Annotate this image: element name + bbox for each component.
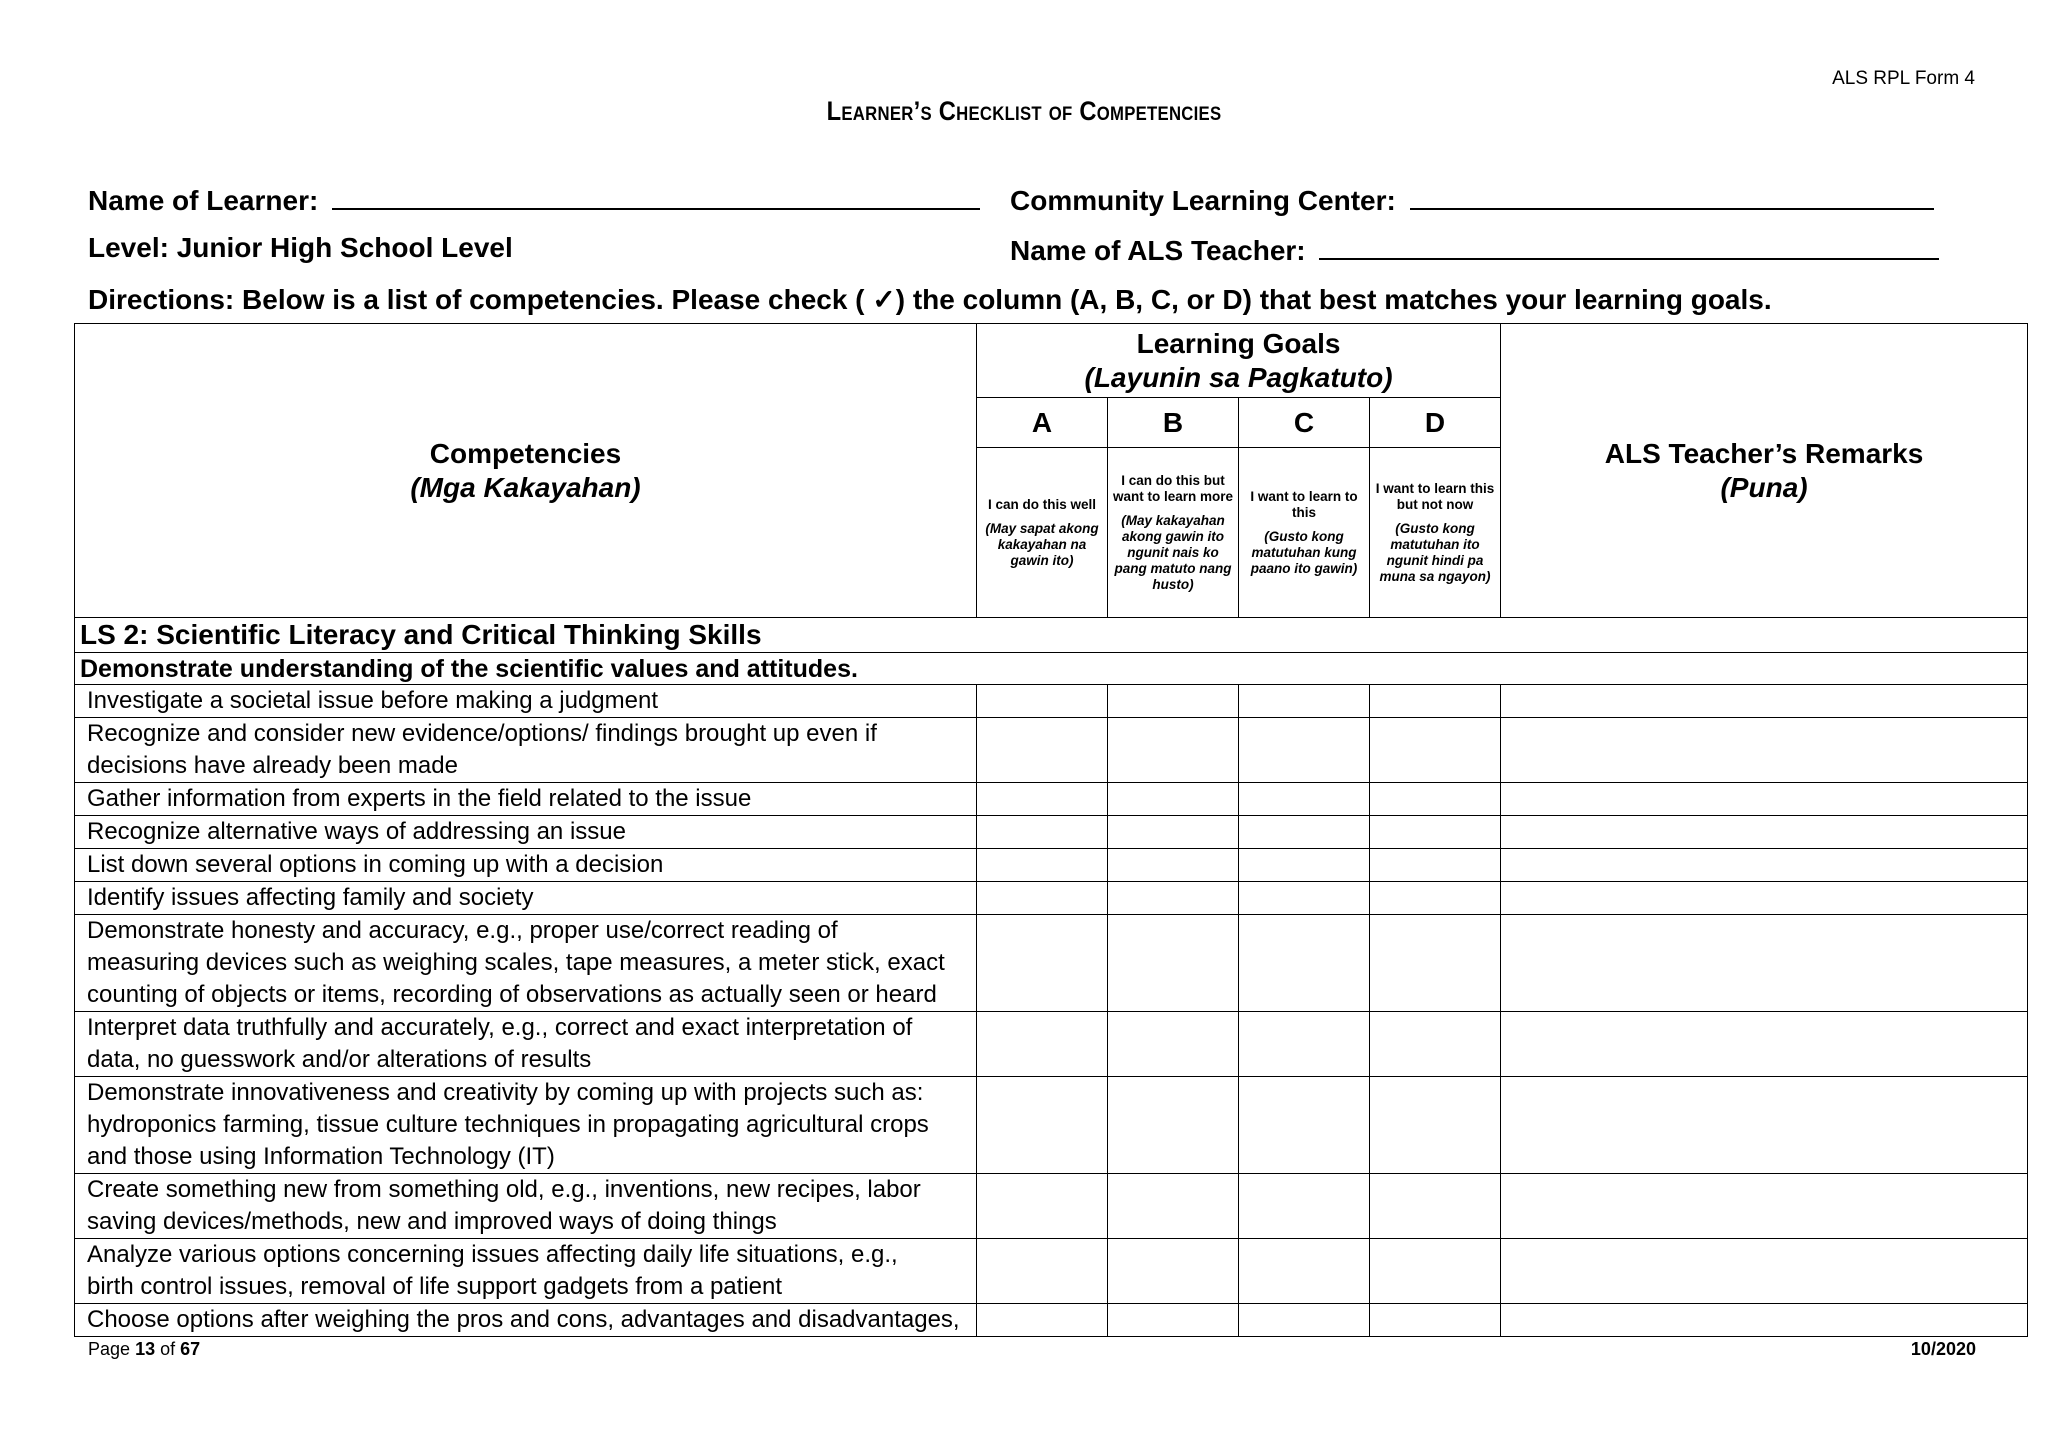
check-cell-a[interactable]: [977, 882, 1108, 915]
check-cell-d[interactable]: [1370, 915, 1501, 1012]
remarks-header: [1501, 324, 2028, 618]
competency-text: List down several options in coming up with a decision: [75, 849, 977, 882]
teacher-label: Name of ALS Teacher:: [1010, 235, 1306, 266]
check-cell-a[interactable]: [977, 1239, 1108, 1304]
table-row: [75, 1174, 2028, 1239]
competencies-header-label: Competencies: [429, 437, 622, 469]
teacher-field[interactable]: [1319, 232, 1939, 260]
check-cell-b[interactable]: [1108, 718, 1239, 783]
table-row: [75, 915, 2028, 1012]
table-row: [75, 1239, 2028, 1304]
check-cell-d[interactable]: [1370, 882, 1501, 915]
check-cell-a[interactable]: [977, 1077, 1108, 1174]
check-cell-a[interactable]: [977, 1304, 1108, 1337]
page-current: 13: [135, 1339, 156, 1359]
check-cell-a[interactable]: [977, 915, 1108, 1012]
check-cell-d[interactable]: [1370, 1012, 1501, 1077]
remarks-cell[interactable]: [1501, 915, 2028, 1012]
check-cell-b[interactable]: [1108, 915, 1239, 1012]
check-cell-c[interactable]: [1239, 816, 1370, 849]
clc-label: Community Learning Center:: [1010, 185, 1396, 216]
directions-text: Directions: Below is a list of competencies. Please check ( ✓) the column (A, B, C, or D) that best matches your learning goals.: [88, 284, 1772, 315]
table-row: [75, 1077, 2028, 1174]
learning-goals-label: Learning Goals: [1136, 327, 1341, 359]
check-cell-d[interactable]: [1370, 783, 1501, 816]
check-cell-a[interactable]: [977, 718, 1108, 783]
table-row: [75, 882, 2028, 915]
competency-text: Identify issues affecting family and society: [75, 882, 977, 915]
check-cell-c[interactable]: [1239, 685, 1370, 718]
remarks-cell[interactable]: [1501, 1174, 2028, 1239]
check-cell-c[interactable]: [1239, 915, 1370, 1012]
check-cell-d[interactable]: [1370, 1174, 1501, 1239]
learning-goals-header: [977, 324, 1501, 398]
page-total: 67: [180, 1339, 201, 1359]
competency-text: Recognize and consider new evidence/options/ findings brought up even if decisions have already been made: [75, 718, 977, 783]
remarks-cell[interactable]: [1501, 1012, 2028, 1077]
check-cell-c[interactable]: [1239, 1174, 1370, 1239]
competency-text: Investigate a societal issue before making a judgment: [75, 685, 977, 718]
check-cell-d[interactable]: [1370, 1239, 1501, 1304]
column-a-letter: A: [977, 398, 1108, 448]
remarks-header-label-tl: (Puna): [1720, 471, 1808, 503]
page-prefix: Page: [88, 1339, 131, 1359]
clc-field[interactable]: [1410, 182, 1934, 210]
column-b-description: [1108, 448, 1239, 618]
clc-row: [1010, 182, 1934, 217]
learner-name-label: Name of Learner:: [88, 185, 319, 216]
column-b-letter: B: [1108, 398, 1239, 448]
check-cell-d[interactable]: [1370, 1304, 1501, 1337]
table-row: [75, 1012, 2028, 1077]
check-cell-c[interactable]: [1239, 882, 1370, 915]
check-cell-c[interactable]: [1239, 718, 1370, 783]
learning-strand-title: LS 2: Scientific Literacy and Critical Thinking Skills: [75, 618, 2028, 653]
check-cell-a[interactable]: [977, 1012, 1108, 1077]
competency-text: Analyze various options concerning issues affecting daily life situations, e.g., birth control issues, removal of life support gadgets from a patient: [75, 1239, 977, 1304]
competencies-header: [75, 324, 977, 618]
remarks-cell[interactable]: [1501, 1077, 2028, 1174]
competency-text: Create something new from something old, e.g., inventions, new recipes, labor saving devices/methods, new and improved ways of doing things: [75, 1174, 977, 1239]
column-b-desc-en: I can do this but want to learn more: [1112, 472, 1234, 504]
table-row: [75, 685, 2028, 718]
teacher-row: [1010, 232, 1939, 267]
column-c-description: [1239, 448, 1370, 618]
remarks-header-label: ALS Teacher’s Remarks: [1604, 437, 1924, 469]
learner-name-field[interactable]: [332, 182, 980, 210]
check-cell-a[interactable]: [977, 816, 1108, 849]
check-cell-c[interactable]: [1239, 1304, 1370, 1337]
form-code: ALS RPL Form 4: [1832, 68, 1975, 89]
competency-table: [74, 323, 2028, 1337]
check-cell-d[interactable]: [1370, 685, 1501, 718]
column-c-desc-tl: (Gusto kong matutuhan kung paano ito gawin): [1250, 528, 1358, 576]
check-cell-b[interactable]: [1108, 1239, 1239, 1304]
check-cell-b[interactable]: [1108, 1174, 1239, 1239]
page-of: of: [160, 1339, 176, 1359]
check-cell-b[interactable]: [1108, 685, 1239, 718]
competency-text: Demonstrate innovativeness and creativity by coming up with projects such as: hydroponics farming, tissue culture techniques in propagating agricultural crops and those using Information Technology (IT): [75, 1077, 977, 1174]
column-c-letter: C: [1239, 398, 1370, 448]
check-cell-a[interactable]: [977, 685, 1108, 718]
page-title: Learner’s Checklist of Competencies: [826, 96, 1222, 126]
check-cell-b[interactable]: [1108, 1012, 1239, 1077]
check-cell-b[interactable]: [1108, 1304, 1239, 1337]
competency-text: Interpret data truthfully and accurately, e.g., correct and exact interpretation of data, no guesswork and/or alterations of results: [75, 1012, 977, 1077]
remarks-cell[interactable]: [1501, 718, 2028, 783]
competencies-header-label-tl: (Mga Kakayahan): [410, 471, 641, 503]
page-number: [88, 1339, 200, 1360]
column-a-desc-tl: (May sapat akong kakayahan na gawin ito): [985, 520, 1099, 568]
table-row: [75, 816, 2028, 849]
check-cell-c[interactable]: [1239, 849, 1370, 882]
remarks-cell[interactable]: [1501, 1304, 2028, 1337]
remarks-cell[interactable]: [1501, 882, 2028, 915]
table-row: [75, 849, 2028, 882]
table-row: [75, 718, 2028, 783]
check-cell-c[interactable]: [1239, 1077, 1370, 1174]
check-cell-b[interactable]: [1108, 783, 1239, 816]
learner-name-row: [88, 182, 980, 217]
column-d-letter: D: [1370, 398, 1501, 448]
form-date: 10/2020: [1910, 1339, 1976, 1359]
competency-text: Gather information from experts in the field related to the issue: [75, 783, 977, 816]
check-cell-d[interactable]: [1370, 718, 1501, 783]
check-cell-b[interactable]: [1108, 1077, 1239, 1174]
check-cell-c[interactable]: [1239, 783, 1370, 816]
column-a-description: [977, 448, 1108, 618]
column-d-desc-tl: (Gusto kong matutuhan ito ngunit hindi pa muna sa ngayon): [1379, 520, 1491, 584]
column-c-desc-en: I want to learn to this: [1250, 488, 1358, 520]
remarks-cell[interactable]: [1501, 1239, 2028, 1304]
column-d-desc-en: I want to learn this but not now: [1375, 480, 1495, 512]
column-b-desc-tl: (May kakayahan akong gawin ito ngunit nais ko pang matuto nang husto): [1114, 512, 1232, 592]
remarks-cell[interactable]: [1501, 685, 2028, 718]
remarks-cell[interactable]: [1501, 783, 2028, 816]
learning-goals-label-tl: (Layunin sa Pagkatuto): [1084, 361, 1393, 393]
check-cell-b[interactable]: [1108, 849, 1239, 882]
check-cell-a[interactable]: [977, 1174, 1108, 1239]
check-cell-c[interactable]: [1239, 1012, 1370, 1077]
check-cell-d[interactable]: [1370, 1077, 1501, 1174]
check-cell-c[interactable]: [1239, 1239, 1370, 1304]
remarks-cell[interactable]: [1501, 849, 2028, 882]
check-cell-a[interactable]: [977, 849, 1108, 882]
table-row: [75, 1304, 2028, 1337]
level-text: Level: Junior High School Level: [88, 232, 513, 263]
column-a-desc-en: I can do this well: [987, 496, 1097, 512]
check-cell-d[interactable]: [1370, 849, 1501, 882]
competency-text: Recognize alternative ways of addressing an issue: [75, 816, 977, 849]
check-cell-b[interactable]: [1108, 816, 1239, 849]
competency-rows: [75, 685, 2028, 1337]
check-cell-a[interactable]: [977, 783, 1108, 816]
content-standard: Demonstrate understanding of the scientific values and attitudes.: [75, 653, 2028, 685]
check-cell-b[interactable]: [1108, 882, 1239, 915]
table-row: [75, 783, 2028, 816]
remarks-cell[interactable]: [1501, 816, 2028, 849]
check-cell-d[interactable]: [1370, 816, 1501, 849]
column-d-description: [1370, 448, 1501, 618]
competency-text: Choose options after weighing the pros and cons, advantages and disadvantages,: [75, 1304, 977, 1337]
competency-text: Demonstrate honesty and accuracy, e.g., proper use/correct reading of measuring devices such as weighing scales, tape measures, a meter stick, exact counting of objects or items, recording of observations as actually seen or heard: [75, 915, 977, 1012]
